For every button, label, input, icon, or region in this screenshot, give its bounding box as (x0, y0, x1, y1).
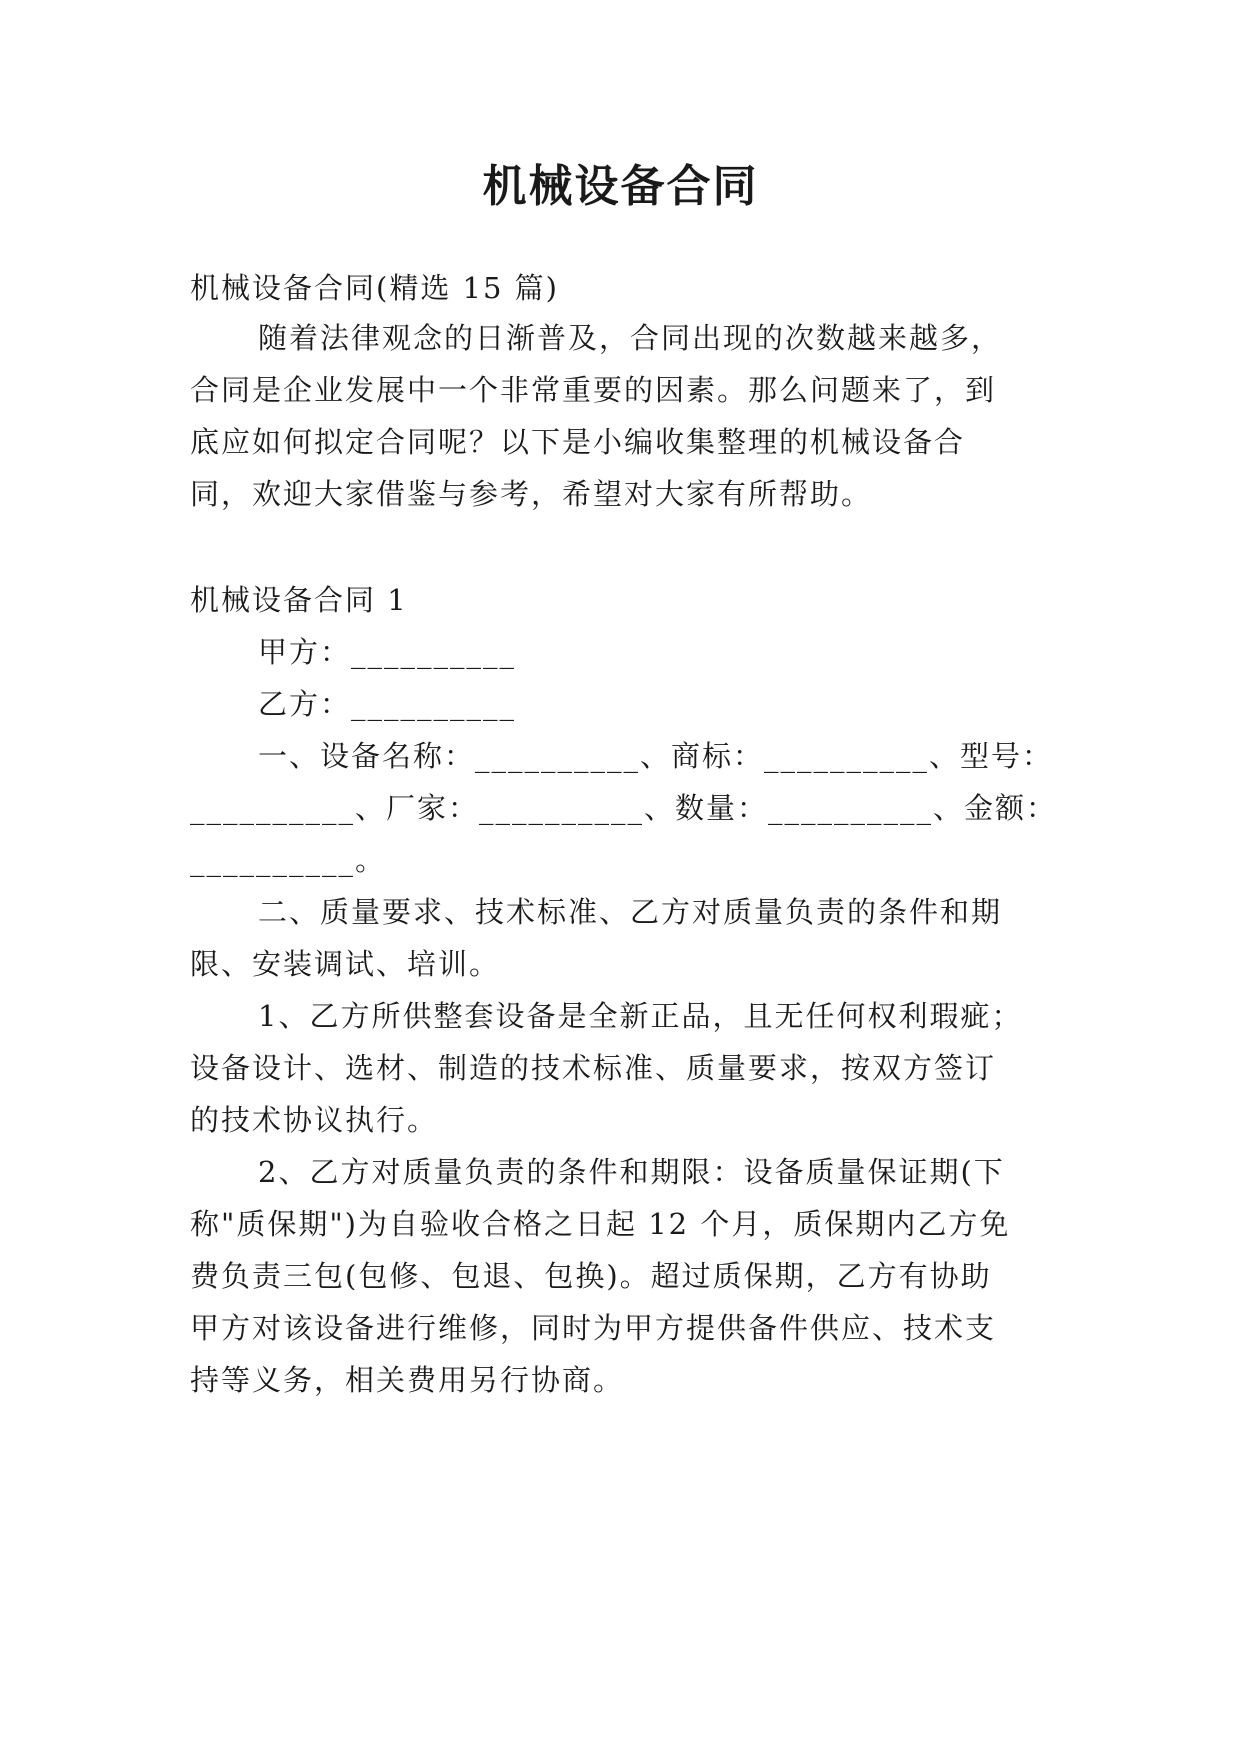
section-heading: 机械设备合同 1 (190, 583, 408, 617)
subtitle: 机械设备合同(精选 15 篇) (190, 271, 559, 305)
item2-line: 甲方对该设备进行维修，同时为甲方提供备件供应、技术支 (190, 1311, 997, 1345)
party-b-line: 乙方：__________ (258, 687, 517, 721)
clause1-line: __________、厂家：__________、数量：__________、金额： (190, 791, 1058, 825)
party-a-line: 甲方：__________ (258, 635, 517, 669)
item2-line: 费负责三包(包修、包退、包换)。超过质保期，乙方有协助 (190, 1259, 992, 1293)
clause2-line: 限、安装调试、培训。 (190, 947, 501, 981)
intro-line: 合同是企业发展中一个非常重要的因素。那么问题来了，到 (190, 373, 997, 407)
document-title: 机械设备合同 (482, 161, 759, 212)
intro-line: 同，欢迎大家借鉴与参考，希望对大家有所帮助。 (190, 477, 873, 511)
item1-line: 设备设计、选材、制造的技术标准、质量要求，按双方签订 (190, 1051, 997, 1085)
clause2-line: 二、质量要求、技术标准、乙方对质量负责的条件和期 (258, 895, 1003, 929)
item2-line: 2、乙方对质量负责的条件和期限：设备质量保证期(下 (258, 1155, 1005, 1189)
item2-line: 称"质保期")为自验收合格之日起 12 个月，质保期内乙方免 (190, 1207, 1011, 1241)
intro-line: 底应如何拟定合同呢？以下是小编收集整理的机械设备合 (190, 425, 966, 459)
item1-line: 的技术协议执行。 (190, 1103, 439, 1137)
clause1-line: __________。 (190, 843, 387, 877)
clause1-line: 一、设备名称：__________、商标：__________、型号： (258, 739, 1054, 773)
item1-line: 1、乙方所供整套设备是全新正品，且无任何权利瑕疵； (258, 999, 1023, 1033)
item2-line: 持等义务，相关费用另行协商。 (190, 1363, 625, 1397)
intro-line: 随着法律观念的日渐普及，合同出现的次数越来越多， (258, 321, 1003, 355)
